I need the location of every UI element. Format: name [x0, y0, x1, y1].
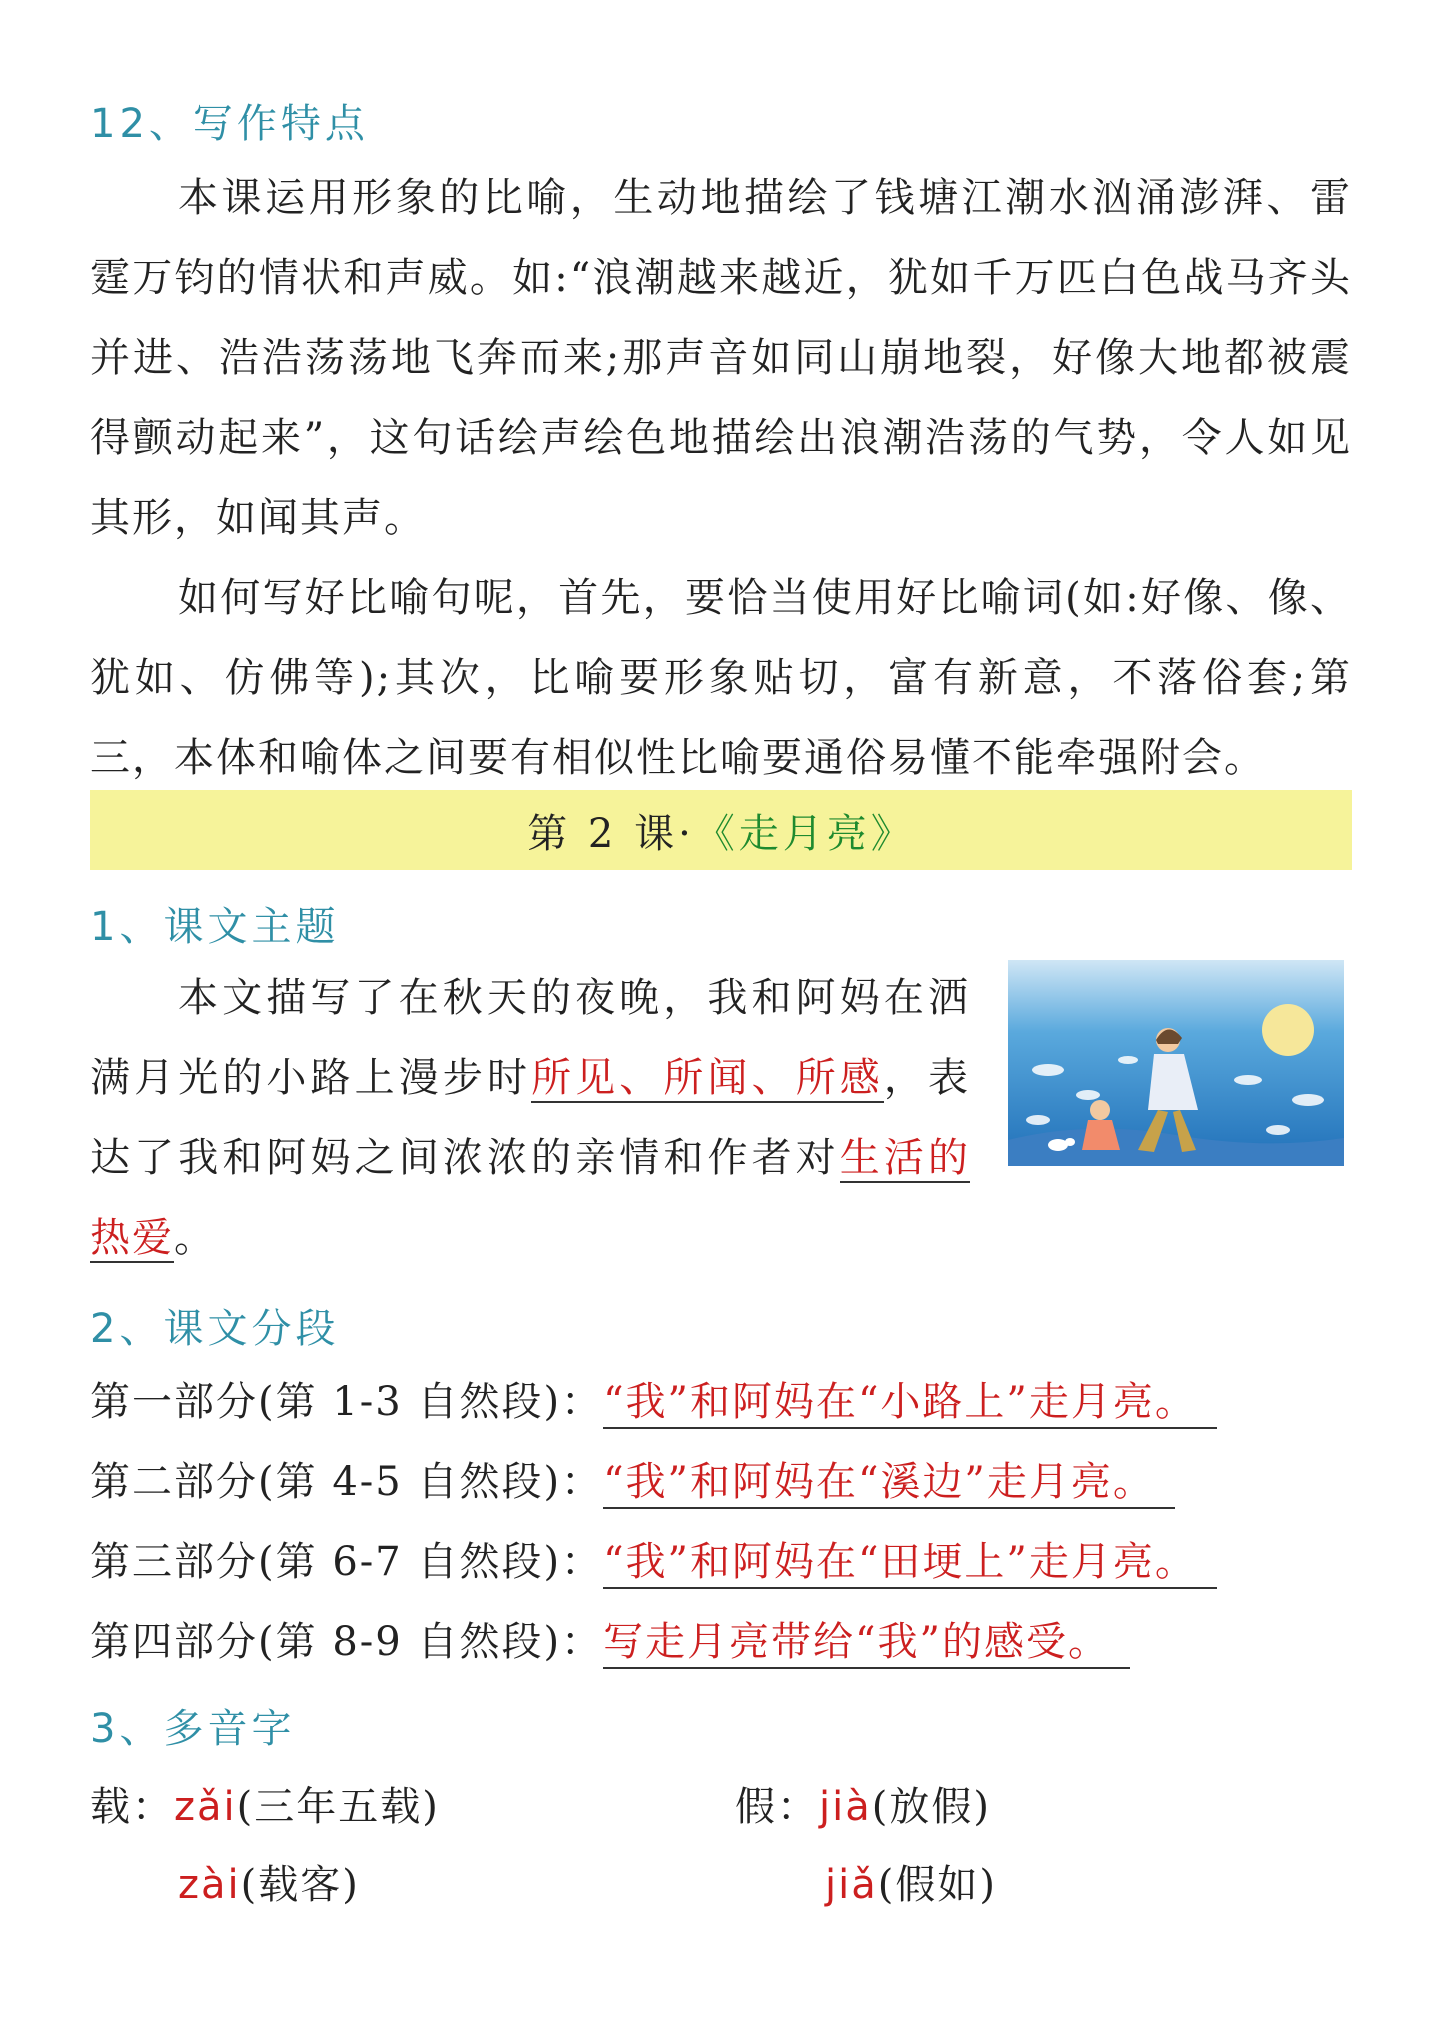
segment-label: 第四部分(第 8-9 自然段)：: [90, 1619, 604, 1665]
segment-row-3: [90, 1530, 1217, 1589]
moonlight-walk-illustration: [1008, 960, 1344, 1166]
segment-answer: “我”和阿妈在“溪边”走月亮。: [603, 1450, 1175, 1509]
segment-row-4: [90, 1610, 1130, 1669]
lesson-number: 第 2 课·: [527, 810, 695, 857]
theme-text-b: ，表达了我和阿妈之间浓浓的亲情和作者对: [90, 1055, 971, 1181]
theme-highlight-senses: 所见、所闻、所感: [531, 1055, 884, 1101]
segment-label: 第三部分(第 6-7 自然段)：: [90, 1539, 604, 1585]
pinyin: zài: [178, 1862, 241, 1908]
segment-label: 第一部分(第 1-3 自然段)：: [90, 1379, 604, 1425]
writing-features-paragraph-1: 本课运用形象的比喻，生动地描绘了钱塘江潮水汹涌澎湃、雷霆万钧的情状和声威。如:“浪潮越来越近，犹如千万匹白色战马齐头并进、浩浩荡荡地飞奔而来;那声音如同山崩地裂，好像大地都被震得颤动起来”，这句话绘声绘色地描绘出浪潮浩荡的气势，令人如见其形，如闻其声。: [90, 175, 1352, 541]
segment-answer: “我”和阿妈在“田埂上”走月亮。: [603, 1530, 1217, 1589]
example-word: (放假): [871, 1784, 991, 1830]
segment-answer: “我”和阿妈在“小路上”走月亮。: [603, 1370, 1217, 1429]
lesson-title: 《走月亮》: [694, 810, 915, 857]
segment-row-1: [90, 1370, 1217, 1429]
lesson-banner: [90, 790, 1352, 870]
example-word: (假如): [877, 1862, 997, 1908]
segment-row-2: [90, 1450, 1175, 1509]
polyphone-jia-line-1: [735, 1775, 991, 1832]
polyphone-char: 假：: [735, 1784, 819, 1830]
theme-paragraph: [90, 958, 970, 1278]
segment-label: 第二部分(第 4-5 自然段)：: [90, 1459, 604, 1505]
lesson-illustration: [1008, 960, 1344, 1166]
section-heading-polyphone: 3、多音字: [90, 1706, 296, 1752]
example-word: (载客): [240, 1862, 360, 1908]
theme-text-a: 本文描写了在秋天的夜晚，我和阿妈在洒满月光的小路上漫步时: [90, 975, 970, 1101]
theme-text-c: 。: [174, 1215, 216, 1261]
pinyin: jià: [819, 1784, 872, 1830]
section-heading-writing-features: 12、写作特点: [90, 101, 369, 147]
writing-features-paragraph-2: 如何写好比喻句呢，首先，要恰当使用好比喻词(如:好像、像、犹如、仿佛等);其次，比喻要形象贴切，富有新意，不落俗套;第三，本体和喻体之间要有相似性比喻要通俗易懂不能牵强附会。: [90, 575, 1352, 781]
pinyin: jiǎ: [825, 1862, 878, 1908]
theme-highlight-love-of-life: 生活的热爱: [90, 1135, 971, 1261]
segment-answer: 写走月亮带给“我”的感受。: [603, 1610, 1130, 1669]
polyphone-zai-line-1: [90, 1775, 440, 1832]
example-word: (三年五载): [236, 1784, 440, 1830]
polyphone-zai-line-2: [178, 1853, 360, 1910]
polyphone-char: 载：: [90, 1784, 174, 1830]
pinyin: zǎi: [174, 1784, 237, 1830]
section-heading-theme: 1、课文主题: [90, 904, 340, 950]
polyphone-jia-line-2: [825, 1853, 997, 1910]
section-heading-segments: 2、课文分段: [90, 1306, 340, 1352]
